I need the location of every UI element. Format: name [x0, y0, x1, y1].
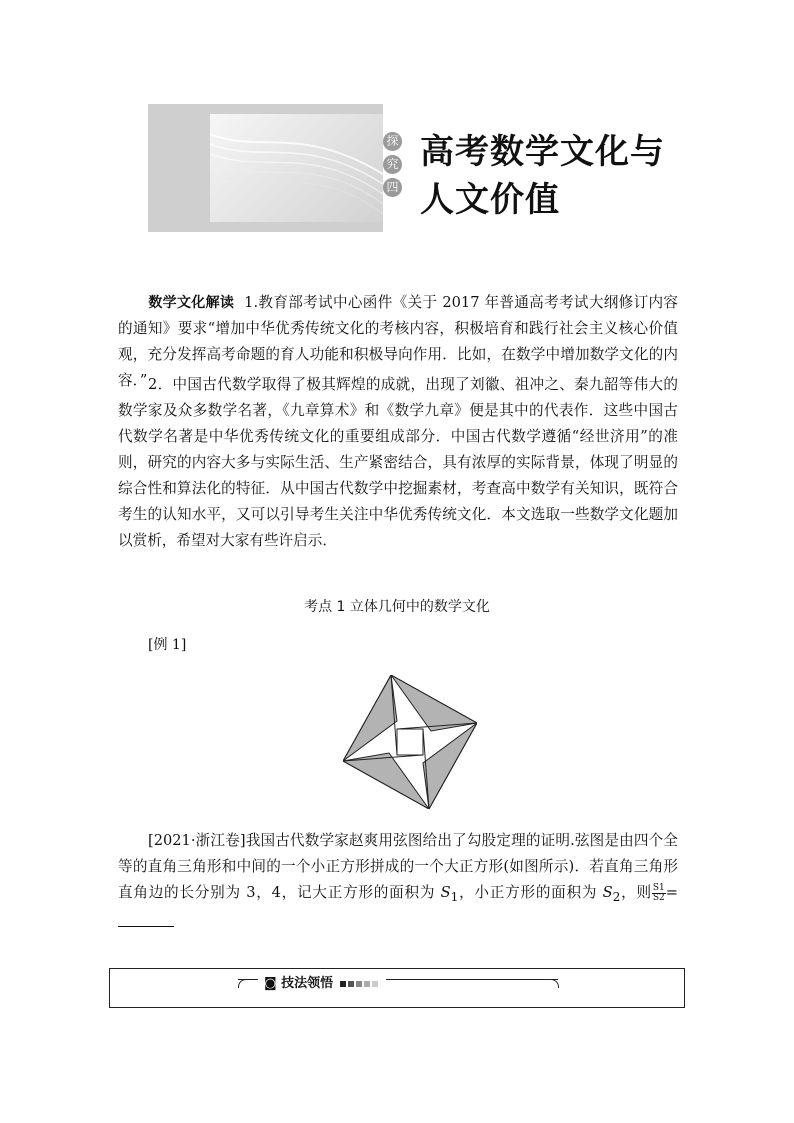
technique-box — [109, 968, 685, 1008]
page-title-line1: 高考数学文化与 — [420, 132, 665, 172]
camera-icon: ◙ — [264, 976, 277, 991]
section-badges — [383, 132, 405, 201]
right-triangle — [343, 675, 397, 761]
problem-mid: ，小正方形的面积为 — [458, 884, 603, 901]
right-triangle — [423, 723, 477, 809]
var-s2: S — [602, 884, 613, 901]
technique-label — [258, 972, 386, 991]
answer-blank[interactable] — [118, 912, 174, 927]
inner-square — [397, 729, 423, 755]
var-s1-sub: 1 — [450, 889, 459, 904]
header-banner — [148, 104, 383, 232]
problem-then: ，则 — [620, 884, 652, 901]
paragraph-lead: 数学文化解读 — [148, 295, 235, 311]
example-label: [例 1] — [148, 637, 187, 653]
progress-squares-icon — [340, 976, 380, 991]
problem-body: [2021·浙江卷]我国古代数学家赵爽用弦图给出了勾股定理的证明.弦图是由四个全等的直角三角形和中间的一个小正方形拼成的一个大正方形(如图所示)．若直角三角形直角边的长分别为 3，4，记大正方形的面积为 — [118, 832, 678, 901]
var-s2-sub: 2 — [612, 889, 621, 904]
right-triangle — [391, 675, 477, 731]
paragraph-text: 2．中国古代数学取得了极其辉煌的成就，出现了刘徽、祖冲之、秦九韶等伟大的数学家及众多数学名著，《九章算术》和《数学九章》便是其中的代表作．这些中国古代数学名著是中华优秀传统文化的重要组成部分．中国古代数学遵循“经世济用”的准则，研究的内容大多与实际生活、生产紧密结合，具有浓厚的实际背景，体现了明显的综合性和算法化的特征．从中国古代数学中挖掘素材，考查高中数学有关知识，既符合考生的认知水平，又可以引导考生关注中华优秀传统文化．本文选取一些数学文化题加以赏析，希望对大家有些许启示． — [118, 376, 678, 549]
section-title: 考点 1 立体几何中的数学文化 — [304, 599, 490, 615]
badge-char: 四 — [383, 178, 402, 197]
badge-char: 究 — [383, 155, 402, 174]
fraction-denominator: S2 — [652, 892, 665, 903]
page-title-line2: 人文价值 — [420, 180, 560, 220]
ratio-fraction — [652, 884, 666, 903]
technique-label-text: 技法领悟 — [281, 976, 334, 991]
paragraph-text: 1.教育部考试中心函件《关于 2017 年普通高考考试大纲修订内容的通知》要求“增加中华优秀传统文化的考核内容，积极培育和践行社会主义核心价值观，充分发挥高考命题的育人功能和积极导向作用．比如，在数学中增加数学文化的内容．” — [118, 294, 678, 389]
zhao-shuang-string-figure — [343, 675, 477, 809]
culture-paragraph-2 — [118, 372, 678, 554]
right-triangle — [343, 753, 429, 809]
badge-char: 探 — [383, 132, 402, 151]
problem-text — [118, 828, 678, 936]
banner-swirl-image — [210, 114, 383, 222]
equals-sign: = — [665, 884, 678, 901]
fraction-numerator: S1 — [652, 882, 665, 893]
var-s1: S — [440, 884, 451, 901]
